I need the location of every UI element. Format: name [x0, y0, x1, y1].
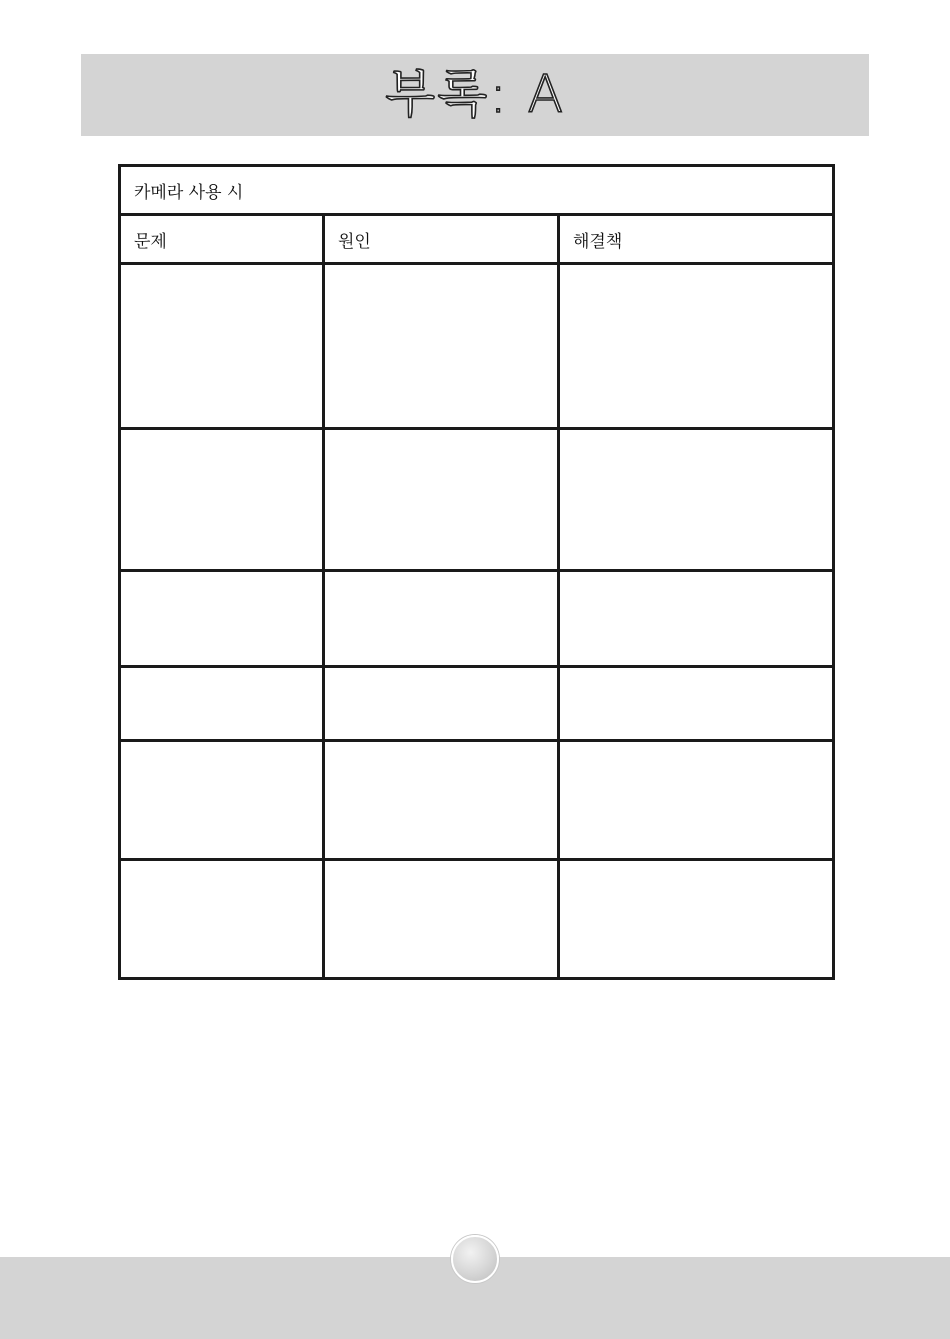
table-header-row — [120, 215, 834, 264]
cell-problem — [120, 264, 324, 429]
cell-cause — [324, 571, 559, 667]
cell-solution — [559, 860, 834, 979]
table-row — [120, 571, 834, 667]
cell-solution — [559, 429, 834, 571]
cell-solution — [559, 741, 834, 860]
header-problem: 문제 — [120, 215, 324, 264]
cell-cause — [324, 264, 559, 429]
cell-solution — [559, 571, 834, 667]
cell-cause — [324, 429, 559, 571]
page-title: 부록: A — [384, 65, 566, 125]
table-row — [120, 860, 834, 979]
cell-problem — [120, 860, 324, 979]
cell-problem — [120, 571, 324, 667]
cell-solution — [559, 667, 834, 741]
table-row — [120, 741, 834, 860]
cell-solution — [559, 264, 834, 429]
cell-problem — [120, 741, 324, 860]
section-title: 카메라 사용 시 — [120, 166, 834, 215]
cell-problem — [120, 667, 324, 741]
page-title-banner — [81, 54, 869, 136]
cell-cause — [324, 860, 559, 979]
table-row — [120, 667, 834, 741]
table-section-row — [120, 166, 834, 215]
table-row — [120, 264, 834, 429]
page-number-badge — [451, 1235, 499, 1283]
header-solution: 해결책 — [559, 215, 834, 264]
cell-problem — [120, 429, 324, 571]
cell-cause — [324, 741, 559, 860]
troubleshooting-table — [118, 164, 835, 980]
table-row — [120, 429, 834, 571]
header-cause: 원인 — [324, 215, 559, 264]
cell-cause — [324, 667, 559, 741]
